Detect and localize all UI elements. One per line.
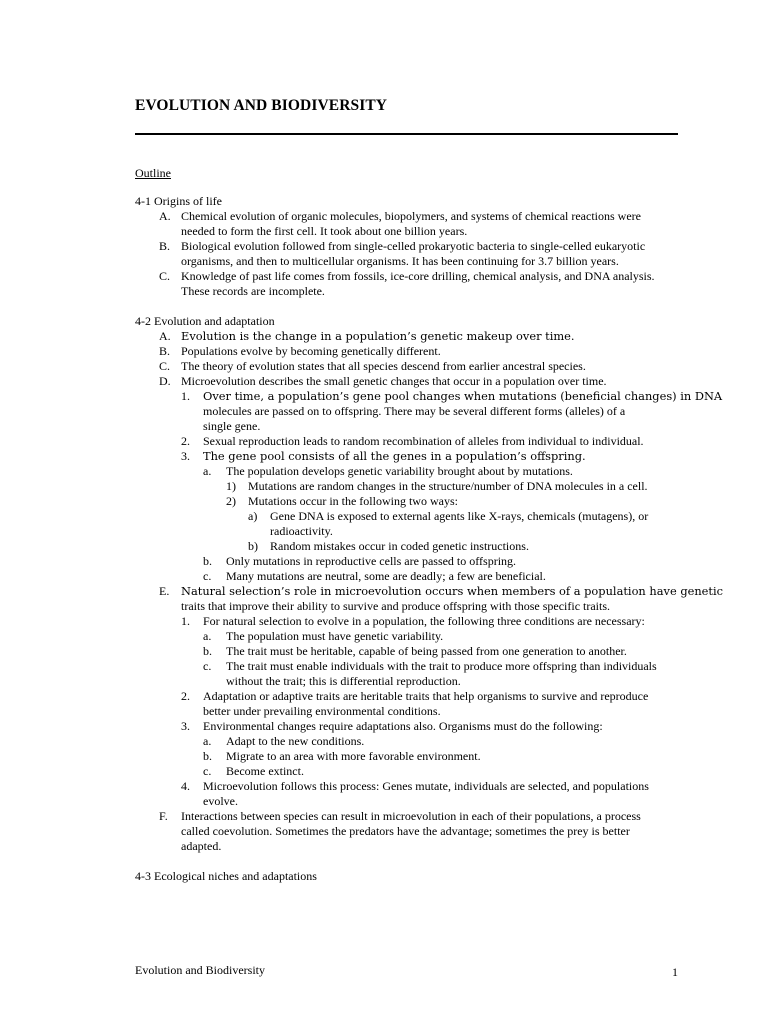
- list-text: The gene pool consists of all the genes in a population’s offspring.: [203, 449, 586, 463]
- list-label: b.: [203, 749, 212, 763]
- list-label: b.: [203, 644, 212, 658]
- list-text: For natural selection to evolve in a population, the following three conditions are necessary:: [203, 614, 645, 628]
- list-text: without the trait; this is differential reproduction.: [226, 674, 461, 688]
- list-text: Migrate to an area with more favorable environment.: [226, 749, 481, 763]
- list-text: Microevolution follows this process: Genes mutate, individuals are selected, and populations: [203, 779, 649, 793]
- list-label: C.: [159, 359, 171, 373]
- list-text: molecules are passed on to offspring. There may be several different forms (alleles) of a: [203, 404, 626, 418]
- list-text: evolve.: [203, 794, 238, 808]
- footer-title: Evolution and Biodiversity: [135, 963, 265, 977]
- list-label: 1.: [181, 614, 190, 628]
- list-text: Knowledge of past life comes from fossils, ice-core drilling, chemical analysis, and DNA analysis.: [181, 269, 655, 283]
- list-text: Microevolution describes the small genetic changes that occur in a population over time.: [181, 374, 607, 388]
- list-text: The trait must be heritable, capable of being passed from one generation to another.: [226, 644, 627, 658]
- list-label: A.: [159, 329, 171, 343]
- list-text: Mutations occur in the following two ways:: [248, 494, 458, 508]
- list-label: a.: [203, 464, 212, 478]
- list-label: B.: [159, 239, 171, 253]
- list-label: F.: [159, 809, 168, 823]
- list-label: 1.: [181, 389, 190, 403]
- list-label: c.: [203, 659, 212, 673]
- list-text: Adapt to the new conditions.: [226, 734, 365, 748]
- list-label: a.: [203, 629, 212, 643]
- outline-heading: Outline: [135, 166, 171, 180]
- list-text: The theory of evolution states that all species descend from earlier ancestral species.: [181, 359, 586, 373]
- list-label: 1): [226, 479, 236, 493]
- list-text: radioactivity.: [270, 524, 333, 538]
- section-heading-4-1: 4-1 Origins of life: [135, 194, 222, 208]
- list-text: The population develops genetic variability brought about by mutations.: [226, 464, 573, 478]
- list-label: 2.: [181, 434, 190, 448]
- list-text: The trait must enable individuals with the trait to produce more offspring than individuals: [226, 659, 657, 673]
- list-text: Random mistakes occur in coded genetic instructions.: [270, 539, 529, 553]
- list-text: called coevolution. Sometimes the predators have the advantage; sometimes the prey is better: [181, 824, 630, 838]
- list-label: 3.: [181, 449, 190, 463]
- list-text: Adaptation or adaptive traits are heritable traits that help organisms to survive and reproduce: [203, 689, 649, 703]
- list-label: c.: [203, 569, 212, 583]
- list-text: Become extinct.: [226, 764, 304, 778]
- list-label: 3.: [181, 719, 190, 733]
- list-text: Natural selection’s role in microevolution occurs when members of a population have genetic: [181, 584, 724, 598]
- list-text: Many mutations are neutral, some are deadly; a few are beneficial.: [226, 569, 546, 583]
- list-text: Chemical evolution of organic molecules, biopolymers, and systems of chemical reactions were: [181, 209, 641, 223]
- document-title: EVOLUTION AND BIODIVERSITY: [135, 97, 388, 114]
- list-text: Environmental changes require adaptations also. Organisms must do the following:: [203, 719, 603, 733]
- list-label: c.: [203, 764, 212, 778]
- list-text: Sexual reproduction leads to random recombination of alleles from individual to individual.: [203, 434, 644, 448]
- section-heading-4-2: 4-2 Evolution and adaptation: [135, 314, 275, 328]
- list-text: Evolution is the change in a population’s genetic makeup over time.: [181, 329, 575, 343]
- list-label: 2): [226, 494, 236, 508]
- list-label: C.: [159, 269, 171, 283]
- list-text: traits that improve their ability to survive and produce offspring with those specific traits.: [181, 599, 611, 613]
- page-number: 1: [672, 965, 678, 979]
- list-label: a.: [203, 734, 212, 748]
- list-label: E.: [159, 584, 170, 598]
- list-text: Only mutations in reproductive cells are passed to offspring.: [226, 554, 517, 568]
- list-text: Interactions between species can result in microevolution in each of their populations, a process: [181, 809, 641, 823]
- list-text: Over time, a population’s gene pool changes when mutations (beneficial changes) in DNA: [203, 389, 723, 403]
- list-text: Biological evolution followed from single-celled prokaryotic bacteria to single-celled eukaryotic: [181, 239, 646, 253]
- list-label: b): [248, 539, 258, 553]
- list-text: single gene.: [203, 419, 261, 433]
- list-label: a): [248, 509, 258, 523]
- list-label: 4.: [181, 779, 190, 793]
- title-rule: [135, 133, 678, 135]
- list-text: Gene DNA is exposed to external agents like X-rays, chemicals (mutagens), or: [270, 509, 649, 523]
- list-text: needed to form the first cell. It took about one billion years.: [181, 224, 468, 238]
- list-text: adapted.: [181, 839, 222, 853]
- list-label: B.: [159, 344, 171, 358]
- section-heading-4-3: 4-3 Ecological niches and adaptations: [135, 869, 317, 883]
- list-text: These records are incomplete.: [181, 284, 325, 298]
- list-text: Mutations are random changes in the structure/number of DNA molecules in a cell.: [248, 479, 648, 493]
- list-text: organisms, and then to multicellular organisms. It has been continuing for 3.7 billion years.: [181, 254, 619, 268]
- list-text: Populations evolve by becoming genetically different.: [181, 344, 441, 358]
- list-label: 2.: [181, 689, 190, 703]
- list-text: The population must have genetic variability.: [226, 629, 444, 643]
- list-text: better under prevailing environmental conditions.: [203, 704, 441, 718]
- list-label: D.: [159, 374, 171, 388]
- list-label: A.: [159, 209, 171, 223]
- list-label: b.: [203, 554, 212, 568]
